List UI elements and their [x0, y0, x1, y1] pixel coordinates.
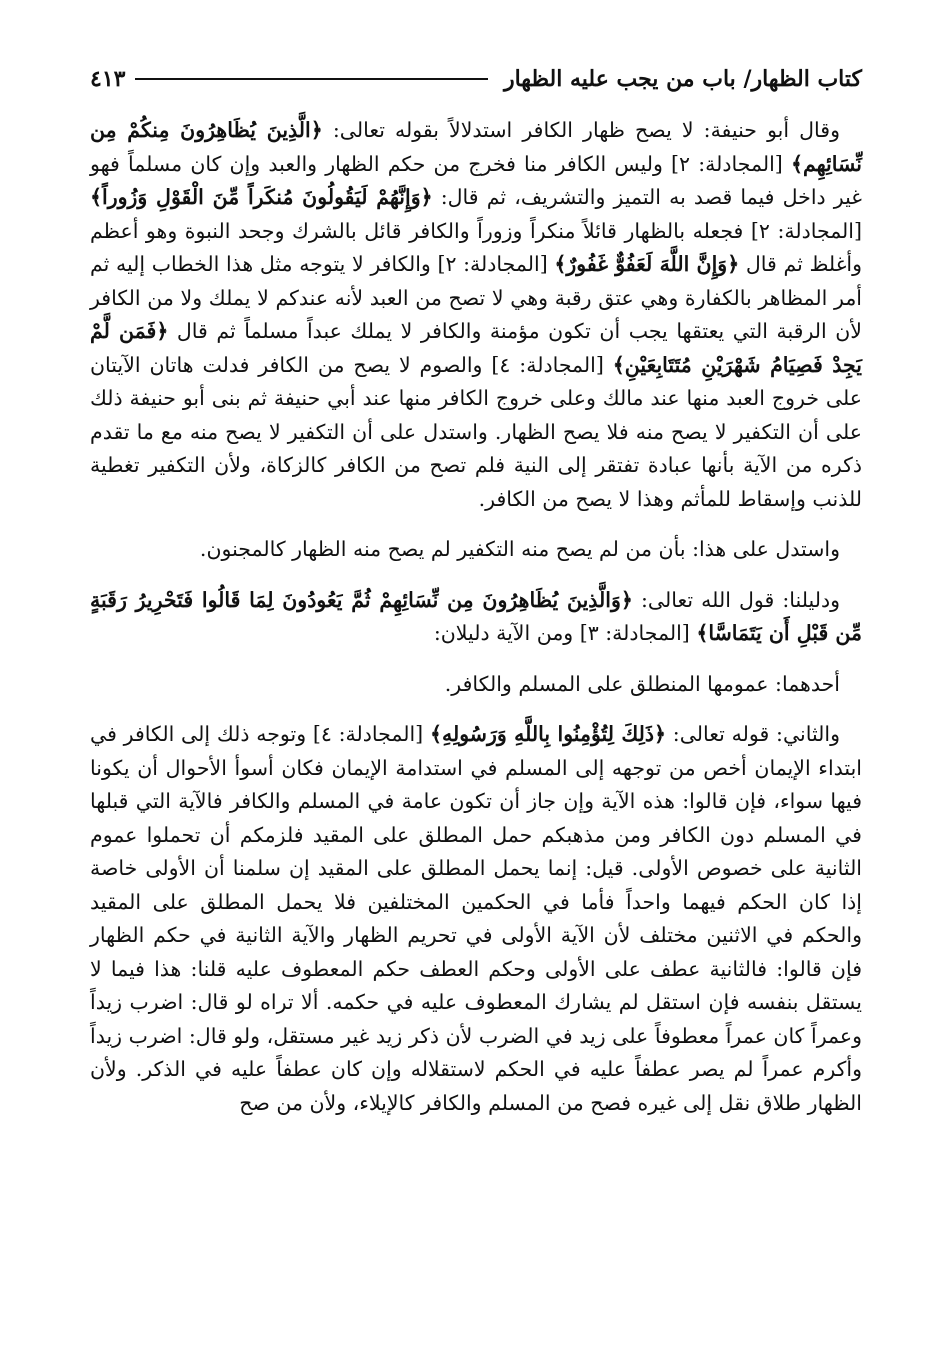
paragraph-text: : قوله تعالى:	[666, 722, 783, 746]
page-body	[90, 114, 862, 1120]
paragraph-text: وقال أبو حنيفة: لا يصح ظهار الكافر استدلالاً بقوله تعالى:	[322, 118, 840, 142]
quran-verse: ﴿وَالَّذِينَ يُظَاهِرُونَ مِن نِّسَائِهِمْ ثُمَّ يَعُودُونَ لِمَا قَالُوا فَتَحْرِيرُ رَقَبَةٍ مِّن قَبْلِ أَن يَتَمَاسَّا﴾	[90, 587, 862, 645]
paragraph-text: [المجادلة: ٢] وليس الكافر منا فخرج من حكم الظهار والعبد وإن كان مسلماً فهو غير داخل فيما قصد به التميز والتشريف، ثم قال:	[90, 151, 862, 209]
page-number: ٤١٣	[90, 66, 126, 92]
bold-term: لأن	[603, 923, 631, 947]
quran-verse: ﴿وَإِنَّهُمْ لَيَقُولُونَ مُنكَراً مِّنَ الْقَوْلِ وَزُوراً﴾	[90, 185, 433, 209]
quran-verse: ﴿فَمَن لَّمْ يَجِدْ فَصِيَامُ شَهْرَيْنِ مُتَتَابِعَيْنِ﴾	[90, 319, 863, 377]
book-page	[90, 58, 862, 1120]
paragraph	[90, 668, 862, 702]
paragraph	[90, 718, 862, 1120]
quran-verse: ﴿الَّذِينَ يُظَاهِرُونَ مِنكُمْ مِن نِّسَائِهِم﴾	[90, 118, 863, 176]
bold-term: هذا فيما لا يستقل بنفسه فإن	[90, 956, 862, 1014]
header-rule	[135, 78, 488, 80]
paragraph-text: [المجادلة: ٤] والصوم لا يصح من الكافر فدلت هاتان الآيتان على خروج العبد منها عند مالك وعلى خروج الكافر منها عند أبي حنيفة ثم بنى أبو حنيفة ذلك على أن التكفير لا يصح منه فلا يصح الظهار. واستدل على أن التكفير لا يصح منه مع ما تقدم ذكره من الآية بأنها عبادة تفتقر إلى النية فلم تصح من الكافر كالزكاة، ولأن التكفير تغطية للذنب وإسقاط للمأثم وهذا لا يصح من الكافر.	[90, 352, 862, 511]
paragraph-text: [المجادلة: ٤] وتوجه ذلك إلى الكافر في ابتداء الإيمان أخص من توجهه إلى المسلم في استدامة الإيمان فكان أسوأ الأحوال أن يكونا فيها سواء،	[90, 722, 863, 813]
paragraph-text: : عمومها المنطلق على المسلم والكافر.	[444, 671, 782, 696]
paragraph-text: [المجادلة: ٢] والكافر لا يتوجه مثل هذا الخطاب إليه ثم أمر المظاهر بالكفارة وهي عتق رقبة وهي لا تصح من العبد لأنه عندكم لا يملك ولا من الكافر لأن الرقبة التي يعتقها يجب أن تكون مؤمنة والكافر لا يملك عبداً مسلماً ثم قال	[90, 252, 863, 343]
paragraph-text: واستدل على هذا: بأن من لم يصح منه التكفير لم يصح منه الظهار كالمجنون.	[199, 537, 840, 561]
paragraph-text: : هذه الآية وإن جاز أن تكون عامة في المسلم والكافر فالآية التي قبلها في المسلم دون الكافر ومن مذهبكم حمل المطلق على المقيد فلزمكم أن تحملوا عموم الثانية على خصوص الأولى.	[90, 789, 863, 880]
paragraph-text: ودليلنا: قول الله تعالى:	[632, 587, 840, 612]
quran-verse: ﴿وَإِنَّ اللَّهَ لَعَفُوٌّ غَفُورٌ﴾	[554, 252, 740, 276]
paragraph-text: استقل لم يشارك المعطوف عليه في حكمه. ألا تراه لو قال: اضرب زيداً وعمراً كان عمراً معطوفاً على زيد في الضرب لأن ذكر زيد غير مستقل، ولو قال: اضرب زيداً وأكرم عمراً لم يصر عطفاً عليه في الحكم لاستقلاله وإن كان عطفاً عليه في الذكر. ولأن الظهار طلاق نقل إلى غيره فصح من المسلم والكافر كالإيلاء، ولأن من صح	[90, 990, 862, 1115]
running-header	[90, 58, 862, 100]
paragraph	[90, 584, 862, 651]
bold-term: أحدهما	[781, 671, 840, 696]
bold-term: والثاني	[782, 722, 841, 746]
quran-verse: ﴿ذَلِكَ لِتُؤْمِنُوا بِاللَّهِ وَرَسُولِهِ﴾	[429, 722, 667, 746]
paragraph-text: :	[767, 956, 784, 981]
paragraph-text: الآية الأولى في تحريم الظهار والآية الثانية في حكم الظهار	[90, 923, 604, 947]
paragraph	[90, 114, 862, 516]
bold-term: فالثانية عطف	[650, 956, 768, 981]
paragraph-text: [المجادلة: ٣] ومن الآية دليلان:	[433, 621, 697, 645]
paragraph-text: على الأولى وحكم العطف حكم المعطوف عليه قلنا:	[181, 956, 651, 981]
bold-term: فإن قالوا	[783, 956, 863, 981]
bold-term: فإن قالوا	[689, 789, 767, 813]
paragraph-text: المطلق على المقيد إن سلمنا أن الأولى خاصة إذا كان الحكم فيهما واحداً	[90, 856, 863, 914]
bold-term: فأما في	[542, 889, 615, 914]
paragraph-text: الحكمين المختلفين فلا يحمل المطلق على المقيد والحكم في الاثنين مختلف	[90, 889, 863, 947]
paragraph-text: [المجادلة: ٢] فجعله بالظهار قائلاً منكراً وزوراً والكافر قائل بالشرك وجحد النبوة وهو أعظم وأغلظ ثم قال	[90, 218, 863, 276]
chapter-title: كتاب الظهار/ باب من يجب عليه الظهار	[503, 66, 862, 92]
bold-term: قيل: إنما يحمل	[493, 856, 624, 880]
paragraph	[90, 533, 862, 567]
